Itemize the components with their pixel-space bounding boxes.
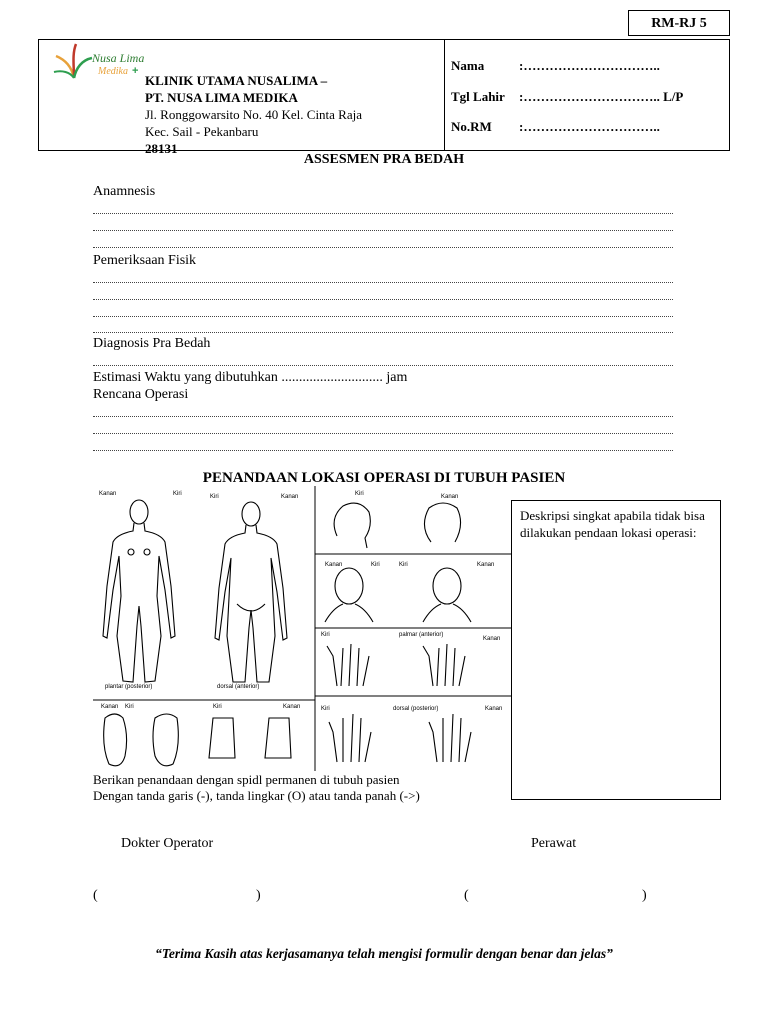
tgl-lahir-field[interactable]: :………………………….. L/P xyxy=(519,89,684,104)
head-side-figure[interactable] xyxy=(334,503,460,548)
clinic-name-2: PT. NUSA LIMA MEDIKA xyxy=(145,90,298,105)
label-kanan-head-side: Kanan xyxy=(441,494,459,500)
rencana-label: Rencana Operasi xyxy=(93,387,189,402)
nurse-sign-close: ) xyxy=(642,888,647,903)
pemeriksaan-line-2[interactable] xyxy=(93,299,673,301)
estimasi-field[interactable]: Estimasi Waktu yang dibutuhkan ............................. jam xyxy=(93,370,408,385)
anamnesis-label: Anamnesis xyxy=(93,184,156,199)
clinic-logo xyxy=(52,40,144,84)
tgl-lahir-label: Tgl Lahir xyxy=(451,89,505,104)
instruction-line-2: Dengan tanda garis (-), tanda lingkar (O) atau tanda panah (->) xyxy=(93,788,420,803)
label-kiri-head-side: Kiri xyxy=(355,491,364,497)
doctor-signature-field[interactable] xyxy=(100,888,254,908)
label-palmar-anterior: palmar (anterior) xyxy=(399,632,444,638)
svg-text:+: + xyxy=(132,65,139,77)
body-back-figure[interactable] xyxy=(215,502,287,682)
description-box[interactable]: Deskripsi singkat apabila tidak bisa dilakukan pendaan lokasi operasi: xyxy=(511,500,721,800)
label-kanan-head-front: Kanan xyxy=(325,562,343,568)
no-rm-field[interactable]: :………………………….. xyxy=(519,119,660,134)
label-kiri-hand-dorsal: Kiri xyxy=(321,706,330,712)
label-kiri-hand-palmar: Kiri xyxy=(321,632,330,638)
marking-instructions xyxy=(93,772,420,804)
clinic-address-2: Kec. Sail - Pekanbaru xyxy=(145,124,259,139)
clinic-info xyxy=(145,72,362,157)
label-kiri-feet-dorsal: Kiri xyxy=(213,704,222,710)
doctor-sign-open: ( xyxy=(93,888,98,903)
label-kiri-body-back: Kiri xyxy=(210,494,219,500)
doctor-label: Dokter Operator xyxy=(121,836,214,851)
label-dorsal-anterior: dorsal (anterior) xyxy=(217,684,260,690)
rencana-line-1[interactable] xyxy=(93,416,673,418)
nurse-label: Perawat xyxy=(531,836,577,851)
label-plantar-posterior: plantar (posterior) xyxy=(105,684,153,690)
doctor-sign-close: ) xyxy=(256,888,261,903)
diagnosis-label: Diagnosis Pra Bedah xyxy=(93,336,211,351)
clinic-postal: 28131 xyxy=(145,141,178,156)
hand-dorsal-figure[interactable] xyxy=(329,714,471,762)
diagnosis-line-1[interactable] xyxy=(93,365,673,367)
pemeriksaan-line-3[interactable] xyxy=(93,316,673,318)
label-kanan-body-back: Kanan xyxy=(281,494,299,500)
feet-plantar-figure[interactable] xyxy=(104,714,179,766)
clinic-name-1: KLINIK UTAMA NUSALIMA – xyxy=(145,73,328,88)
pemeriksaan-line-4[interactable] xyxy=(93,332,673,334)
no-rm-label: No.RM xyxy=(451,119,492,134)
label-kanan-feet: Kanan xyxy=(101,704,119,710)
anamnesis-line-2[interactable] xyxy=(93,230,673,232)
body-marking-diagram[interactable] xyxy=(93,486,511,771)
head-front-figure[interactable] xyxy=(325,568,471,622)
marking-title: PENANDAAN LOKASI OPERASI DI TUBUH PASIEN xyxy=(202,470,566,486)
label-kanan-head-back: Kanan xyxy=(477,562,495,568)
label-kiri-head-front: Kiri xyxy=(371,562,380,568)
logo-text-bottom: Medika xyxy=(98,66,128,77)
label-kiri-head-back: Kiri xyxy=(399,562,408,568)
label-kanan-feet-dorsal: Kanan xyxy=(283,704,301,710)
logo-text-top: Nusa Lima xyxy=(92,51,144,65)
label-kanan-hand-dorsal: Kanan xyxy=(485,706,503,712)
label-kanan-body-front: Kanan xyxy=(99,491,117,497)
header-divider xyxy=(444,40,445,150)
form-title: ASSESMEN PRA BEDAH xyxy=(303,152,465,167)
nama-label: Nama xyxy=(451,58,485,73)
instruction-line-1: Berikan penandaan dengan spidl permanen di tubuh pasien xyxy=(93,772,400,787)
label-kiri-feet: Kiri xyxy=(125,704,134,710)
pemeriksaan-label: Pemeriksaan Fisik xyxy=(93,253,197,268)
label-kanan-hand-palmar: Kanan xyxy=(483,636,501,642)
clinic-address-1: Jl. Ronggowarsito No. 40 Kel. Cinta Raja xyxy=(145,107,363,122)
anamnesis-line-1[interactable] xyxy=(93,213,673,215)
feet-dorsal-figure[interactable] xyxy=(209,718,291,758)
nama-field[interactable]: :………………………….. xyxy=(519,58,660,73)
anamnesis-line-3[interactable] xyxy=(93,247,673,249)
footer-thanks: “Terima Kasih atas kerjasamanya telah mengisi formulir dengan benar dan jelas” xyxy=(155,946,613,961)
rencana-line-2[interactable] xyxy=(93,433,673,435)
nurse-sign-open: ( xyxy=(464,888,469,903)
nurse-signature-field[interactable] xyxy=(471,888,640,908)
label-dorsal-posterior: dorsal (posterior) xyxy=(393,706,439,712)
label-kiri-body-front: Kiri xyxy=(173,491,182,497)
pemeriksaan-line-1[interactable] xyxy=(93,282,673,284)
body-front-figure[interactable] xyxy=(103,500,175,682)
form-code: RM-RJ 5 xyxy=(628,10,730,36)
rencana-line-3[interactable] xyxy=(93,450,673,452)
hand-palmar-figure[interactable] xyxy=(327,644,465,686)
